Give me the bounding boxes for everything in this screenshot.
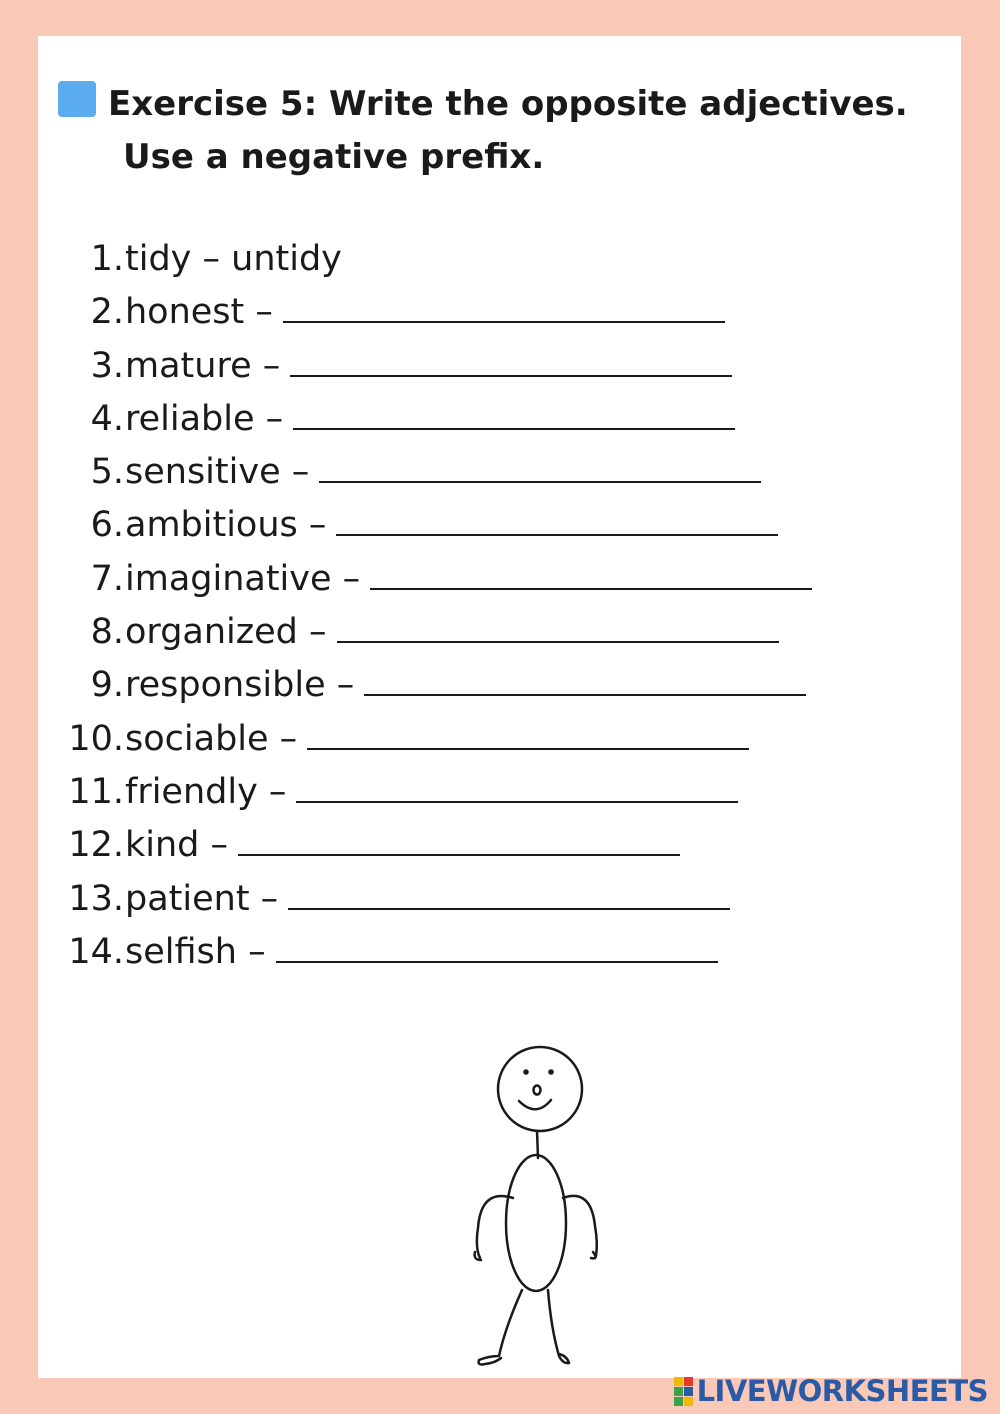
answer-blank-line[interactable]	[370, 568, 812, 590]
liveworksheets-brand	[674, 1374, 988, 1408]
answer-blank-line[interactable]	[290, 355, 732, 377]
answer-blank-line[interactable]	[238, 834, 680, 856]
item-word: honest –	[125, 292, 273, 333]
exercise-item	[38, 766, 961, 819]
stick-figure-drawing	[423, 1038, 613, 1378]
item-number: 11.	[68, 771, 124, 812]
item-text	[125, 499, 778, 552]
answer-blank-line[interactable]	[283, 301, 725, 323]
exercise-item	[38, 606, 961, 659]
item-word: imaginative –	[125, 558, 361, 599]
answer-blank-line[interactable]	[364, 674, 806, 696]
item-number: 10.	[68, 718, 124, 759]
exercise-list	[38, 233, 961, 979]
item-text	[125, 446, 761, 499]
item-number: 9.	[90, 665, 124, 706]
answer-blank-line[interactable]	[293, 408, 735, 430]
answer-blank-line[interactable]	[276, 941, 718, 963]
exercise-item	[38, 926, 961, 979]
item-number: 2.	[90, 292, 124, 333]
item-text	[125, 713, 749, 766]
item-number: 6.	[90, 505, 124, 546]
item-text	[125, 766, 738, 819]
item-word: organized –	[125, 612, 327, 653]
item-word: tidy –	[125, 239, 221, 279]
item-text	[125, 553, 812, 606]
item-number: 1.	[90, 239, 124, 279]
item-text	[125, 233, 342, 286]
blue-square-marker-icon	[58, 81, 96, 117]
item-word: sociable –	[125, 718, 298, 759]
exercise-title: Exercise 5: Write the opposite adjectives.	[108, 84, 908, 124]
item-word: ambitious –	[125, 505, 327, 546]
item-number: 4.	[90, 398, 124, 439]
item-number: 7.	[90, 558, 124, 599]
item-text	[125, 286, 725, 339]
item-word: kind –	[125, 825, 229, 866]
exercise-item	[38, 233, 961, 286]
exercise-item	[38, 499, 961, 552]
exercise-item	[38, 340, 961, 393]
item-word: reliable –	[125, 398, 284, 439]
answer-blank-line[interactable]	[337, 621, 779, 643]
exercise-item	[38, 873, 961, 926]
item-number: 8.	[90, 612, 124, 653]
answer-blank-line[interactable]	[296, 781, 738, 803]
item-number: 12.	[68, 825, 124, 866]
item-number: 3.	[90, 345, 124, 386]
item-word: sensitive –	[125, 452, 310, 493]
item-text	[125, 819, 680, 872]
liveworksheets-wordmark: LIVEWORKSHEETS	[696, 1374, 988, 1408]
item-word: responsible –	[125, 665, 355, 706]
item-number: 14.	[68, 931, 124, 972]
exercise-item	[38, 553, 961, 606]
answer-blank-line[interactable]	[288, 888, 730, 910]
item-text	[125, 926, 718, 979]
item-word: friendly –	[125, 771, 287, 812]
item-word: selfish –	[125, 931, 266, 972]
item-text	[125, 393, 735, 446]
item-text	[125, 340, 732, 393]
answer-blank-line[interactable]	[319, 461, 761, 483]
item-text	[125, 606, 779, 659]
exercise-item	[38, 713, 961, 766]
item-answer: untidy	[231, 239, 342, 279]
item-text	[125, 873, 730, 926]
exercise-item	[38, 819, 961, 872]
exercise-item	[38, 659, 961, 712]
answer-blank-line[interactable]	[336, 514, 778, 536]
liveworksheets-logo-icon	[674, 1377, 693, 1406]
item-word: mature –	[125, 345, 281, 386]
item-word: patient –	[125, 878, 279, 919]
item-text	[125, 659, 806, 712]
exercise-instruction: Use a negative prefix.	[123, 137, 545, 177]
exercise-item	[38, 286, 961, 339]
item-number: 13.	[68, 878, 124, 919]
answer-blank-line[interactable]	[307, 728, 749, 750]
item-number: 5.	[90, 452, 124, 493]
exercise-item	[38, 446, 961, 499]
worksheet-page	[38, 36, 961, 1378]
exercise-item	[38, 393, 961, 446]
